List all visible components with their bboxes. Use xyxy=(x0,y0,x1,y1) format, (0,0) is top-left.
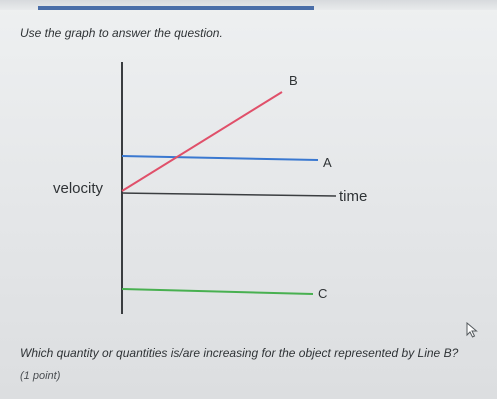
line-a-label: A xyxy=(323,155,332,170)
points-label: (1 point) xyxy=(20,370,61,382)
y-axis-label: velocity xyxy=(53,180,104,197)
line-b xyxy=(122,92,282,191)
line-b-label: B xyxy=(289,73,298,88)
line-a xyxy=(122,156,318,160)
line-c xyxy=(122,289,313,294)
question-heading: Use the graph to answer the question. xyxy=(20,26,223,40)
mouse-pointer-icon xyxy=(466,322,478,338)
line-c-label: C xyxy=(318,286,328,301)
x-axis-label: time xyxy=(339,188,368,205)
question-prompt: Which quantity or quantities is/are increasing for the object represented by Line B? xyxy=(20,346,459,360)
x-axis xyxy=(122,193,336,196)
